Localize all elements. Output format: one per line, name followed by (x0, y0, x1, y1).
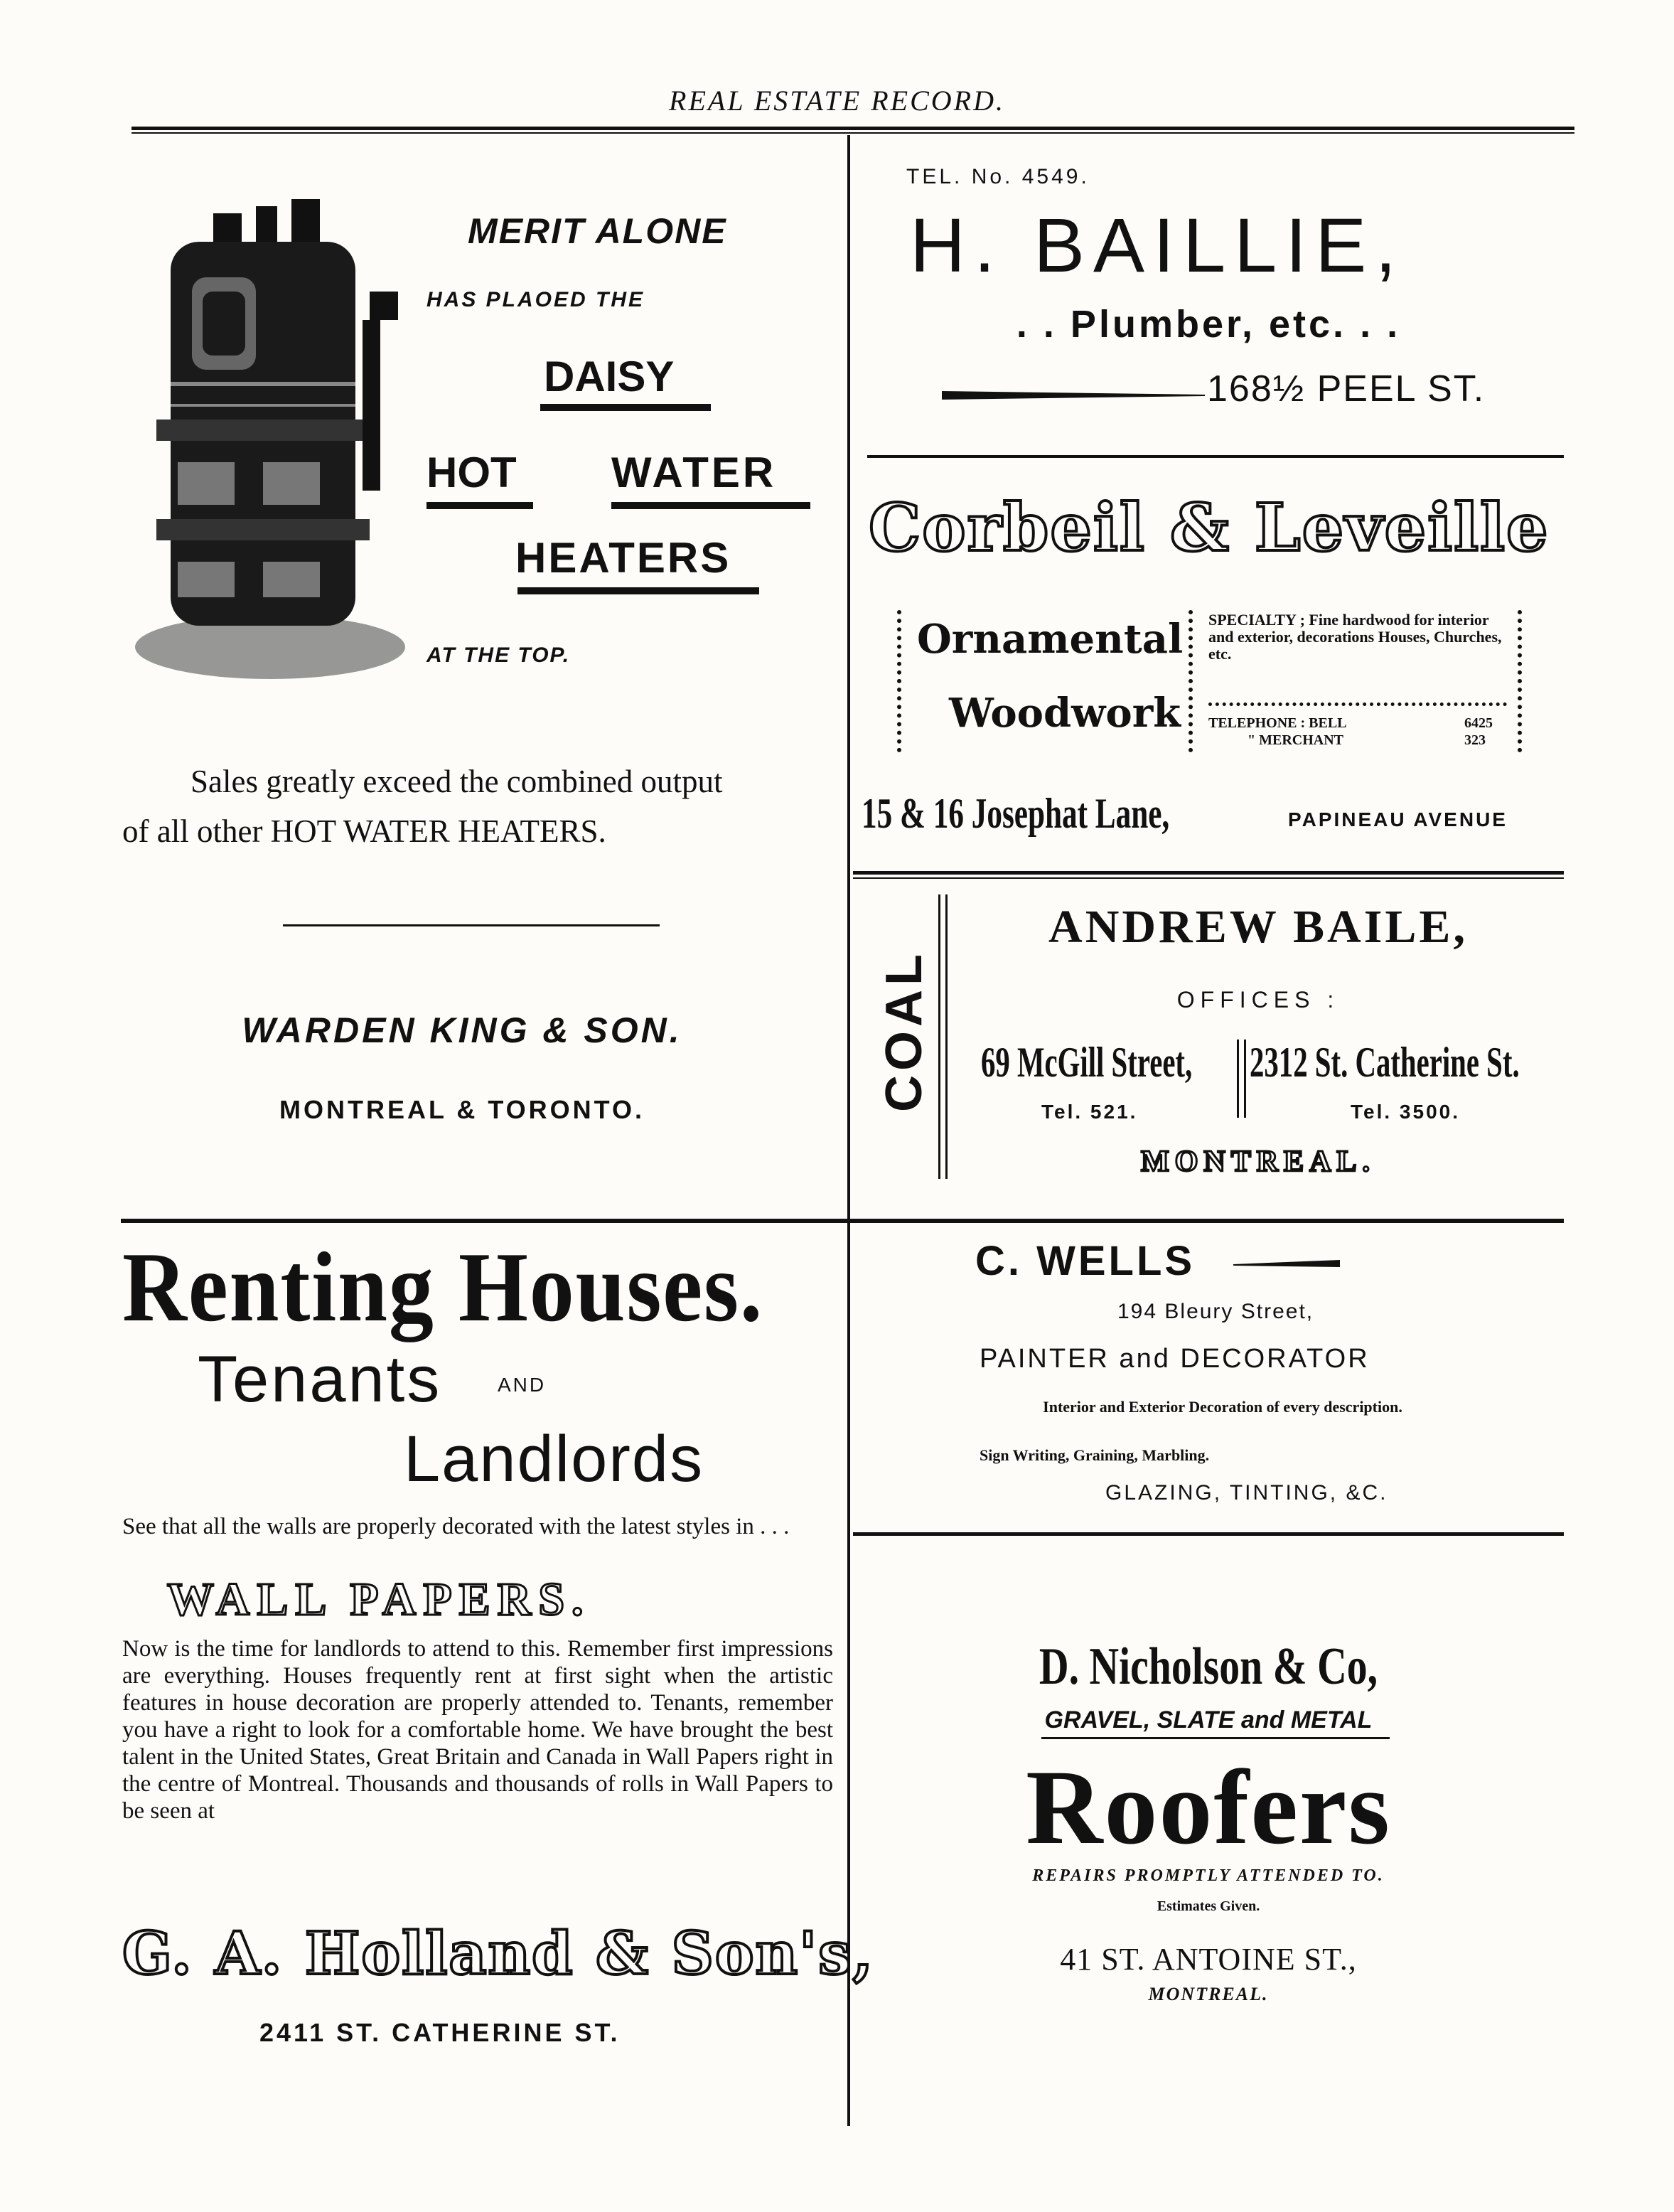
hot-underline (426, 502, 533, 509)
coal-tel-2: Tel. 3500. (1351, 1101, 1461, 1123)
coal-name: ANDREW BAILE, (1048, 901, 1468, 953)
daisy-line-top: AT THE TOP. (426, 643, 571, 667)
corbeil-ornamental: Ornamental (917, 616, 1184, 663)
daisy-divider (283, 924, 660, 926)
coal-office-divider-1 (1237, 1040, 1239, 1118)
daisy-line-hot: HOT (426, 449, 517, 496)
baillie-bottom-rule (867, 455, 1564, 458)
daisy-company: WARDEN KING & SON. (242, 1010, 682, 1050)
nicholson-name: D. Nicholson & Co, (1039, 1637, 1378, 1696)
renting-headline: Renting Houses. (122, 1232, 764, 1342)
wells-tapered-rule (1233, 1259, 1340, 1268)
renting-tenants: Tenants (198, 1343, 442, 1416)
coal-vertical-rule-2 (945, 894, 948, 1179)
coal-office-1: 69 McGill Street, (981, 1039, 1193, 1086)
daisy-sales-line2: of all other HOT WATER HEATERS. (122, 813, 606, 849)
daisy-line-daisy: DAISY (544, 353, 675, 400)
corbeil-dotted-separator (1208, 702, 1507, 706)
corbeil-bottom-rule-thin (853, 877, 1564, 879)
daisy-line-merit: MERIT ALONE (468, 211, 727, 251)
daisy-line-heaters: HEATERS (515, 534, 731, 582)
daisy-sales-line1: Sales greatly exceed the combined output (191, 764, 723, 799)
coal-tel-1: Tel. 521. (1041, 1101, 1138, 1123)
corbeil-address-right: PAPINEAU AVENUE (1288, 808, 1508, 830)
baillie-tapered-rule (942, 390, 1205, 401)
wells-line1: Interior and Exterior Decoration of every description. (1043, 1398, 1402, 1416)
wells-line3: GLAZING, TINTING, &C. (1105, 1481, 1388, 1505)
middle-rule (121, 1219, 1564, 1223)
nicholson-estimates: Estimates Given. (1157, 1898, 1260, 1914)
baillie-trade: . . Plumber, etc. . . (1016, 303, 1401, 346)
baillie-address: 168½ PEEL ST. (1207, 368, 1486, 410)
nicholson-address: 41 ST. ANTOINE ST., (1060, 1942, 1357, 1977)
coal-side-label: COAL (876, 950, 933, 1112)
coal-city: MONTREAL. (1141, 1145, 1375, 1178)
coal-office-divider-2 (1244, 1040, 1246, 1118)
corbeil-tel-merchant: 323 (1464, 732, 1486, 748)
wells-name: C. WELLS (975, 1238, 1196, 1284)
renting-body: Now is the time for landlords to attend to this. Remember first impressions are everything. Houses frequently rent at first sight when the artistic features in house decoration are properly attended to. Tenants, remember you have a right to look for a comfortable home. We have brought the best talent in the United States, Great Britain and Canada in Wall Papers right in the centre of Montreal. Thousands and thousands of rolls in Wall Papers to be seen at (122, 1636, 833, 1824)
daisy-underline (540, 404, 711, 411)
header-rule (132, 127, 1574, 130)
nicholson-roofers: Roofers (1026, 1748, 1391, 1866)
corbeil-bottom-rule (853, 871, 1564, 875)
corbeil-specialty: SPECIALTY ; Fine hardwood for interior and exterior, decorations Houses, Churches, etc. (1208, 611, 1502, 663)
nicholson-repairs: REPAIRS PROMPTLY ATTENDED TO. (1032, 1866, 1385, 1885)
corbeil-woodwork: Woodwork (949, 690, 1181, 737)
coal-vertical-rule-1 (938, 894, 940, 1179)
daisy-cities: MONTREAL & TORONTO. (279, 1095, 645, 1124)
baillie-tel: TEL. No. 4549. (906, 165, 1090, 188)
renting-address: 2411 ST. CATHERINE ST. (259, 2018, 621, 2047)
nicholson-city: MONTREAL. (1148, 1984, 1269, 2004)
renting-wallpapers: WALL PAPERS. (167, 1573, 591, 1625)
corbeil-tel-label: TELEPHONE : BELL (1208, 715, 1347, 731)
coal-offices: OFFICES : (1176, 987, 1340, 1013)
corbeil-tel-bell: 6425 (1464, 715, 1493, 731)
daisy-line-placed: HAS PLAOED THE (426, 288, 645, 311)
nicholson-underline (1041, 1737, 1390, 1739)
corbeil-dots-mid (1189, 610, 1193, 752)
corbeil-name: Corbeil & Leveille (869, 489, 1550, 566)
coal-office-2: 2312 St. Catherine St. (1250, 1039, 1520, 1086)
heater-illustration (128, 192, 412, 683)
renting-firm: G. A. Holland & Son's, (122, 1920, 874, 1988)
daisy-line-water: WATER (611, 449, 777, 496)
water-underline (611, 502, 810, 509)
renting-intro: See that all the walls are properly decorated with the latest styles in . . . (122, 1514, 790, 1539)
renting-and: AND (498, 1374, 547, 1396)
column-divider (847, 135, 850, 2126)
heaters-underline (517, 587, 759, 594)
corbeil-dots-right (1518, 610, 1522, 752)
corbeil-tel-merchant-label: " MERCHANT (1248, 732, 1343, 748)
renting-landlords: Landlords (404, 1423, 704, 1495)
corbeil-dots-left (897, 610, 901, 752)
wells-street: 194 Bleury Street, (1117, 1300, 1314, 1323)
baillie-name: H. BAILLIE, (910, 202, 1405, 288)
wells-trade: PAINTER and DECORATOR (980, 1344, 1370, 1374)
corbeil-address-left: 15 & 16 Josephat Lane, (862, 790, 1170, 837)
nicholson-materials: GRAVEL, SLATE and METAL (1044, 1706, 1373, 1733)
wells-line2: Sign Writing, Graining, Marbling. (980, 1446, 1210, 1464)
header-rule-thin (132, 132, 1574, 134)
page-header-title: REAL ESTATE RECORD. (669, 85, 1005, 117)
wells-bottom-rule (853, 1532, 1564, 1536)
